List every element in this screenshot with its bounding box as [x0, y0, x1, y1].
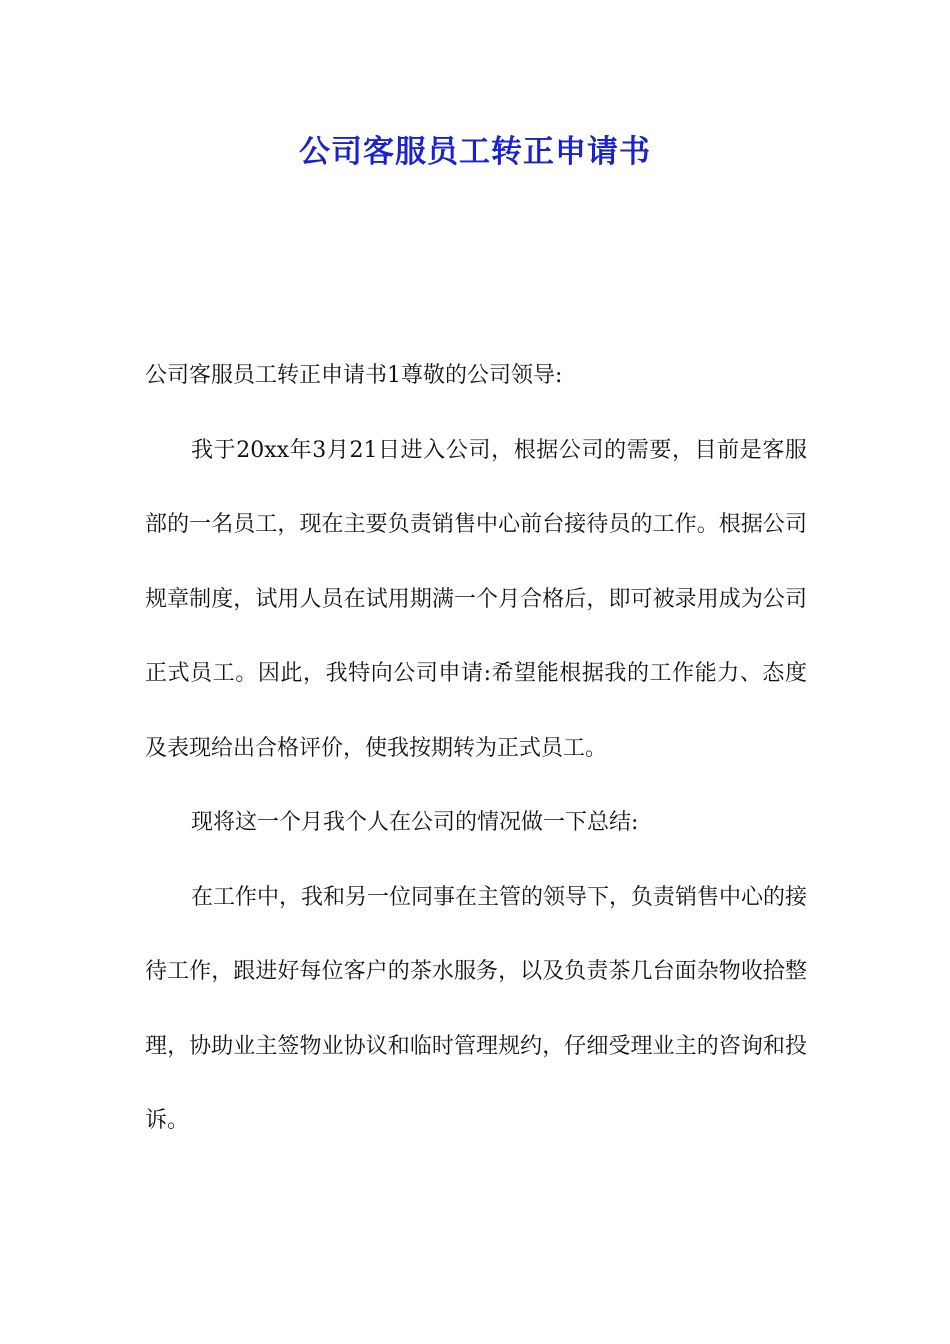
document-body: [145, 339, 807, 1159]
body-paragraph: 现将这一个月我个人在公司的情况做一下总结:: [191, 810, 639, 835]
salutation-paragraph: 公司客服员工转正申请书1尊敬的公司领导:: [145, 363, 563, 388]
document-title: 公司客服员工转正申请书: [299, 134, 651, 170]
body-paragraph: 在工作中，我和另一位同事在主管的领导下，负责销售中心的接待工作，跟进好每位客户的茶水服务，以及负责茶几台面杂物收拾整理，协助业主签物业协议和临时管理规约，仔细受理业主的咨询和投诉。: [145, 884, 808, 1133]
body-paragraph: 我于20xx年3月21日进入公司，根据公司的需要，目前是客服部的一名员工，现在主要负责销售中心前台接待员的工作。根据公司规章制度，试用人员在试用期满一个月合格后，即可被录用成为公司正式员工。因此，我特向公司申请:希望能根据我的工作能力、态度及表现给出合格评价，使我按期转为正式员工。: [145, 437, 807, 761]
